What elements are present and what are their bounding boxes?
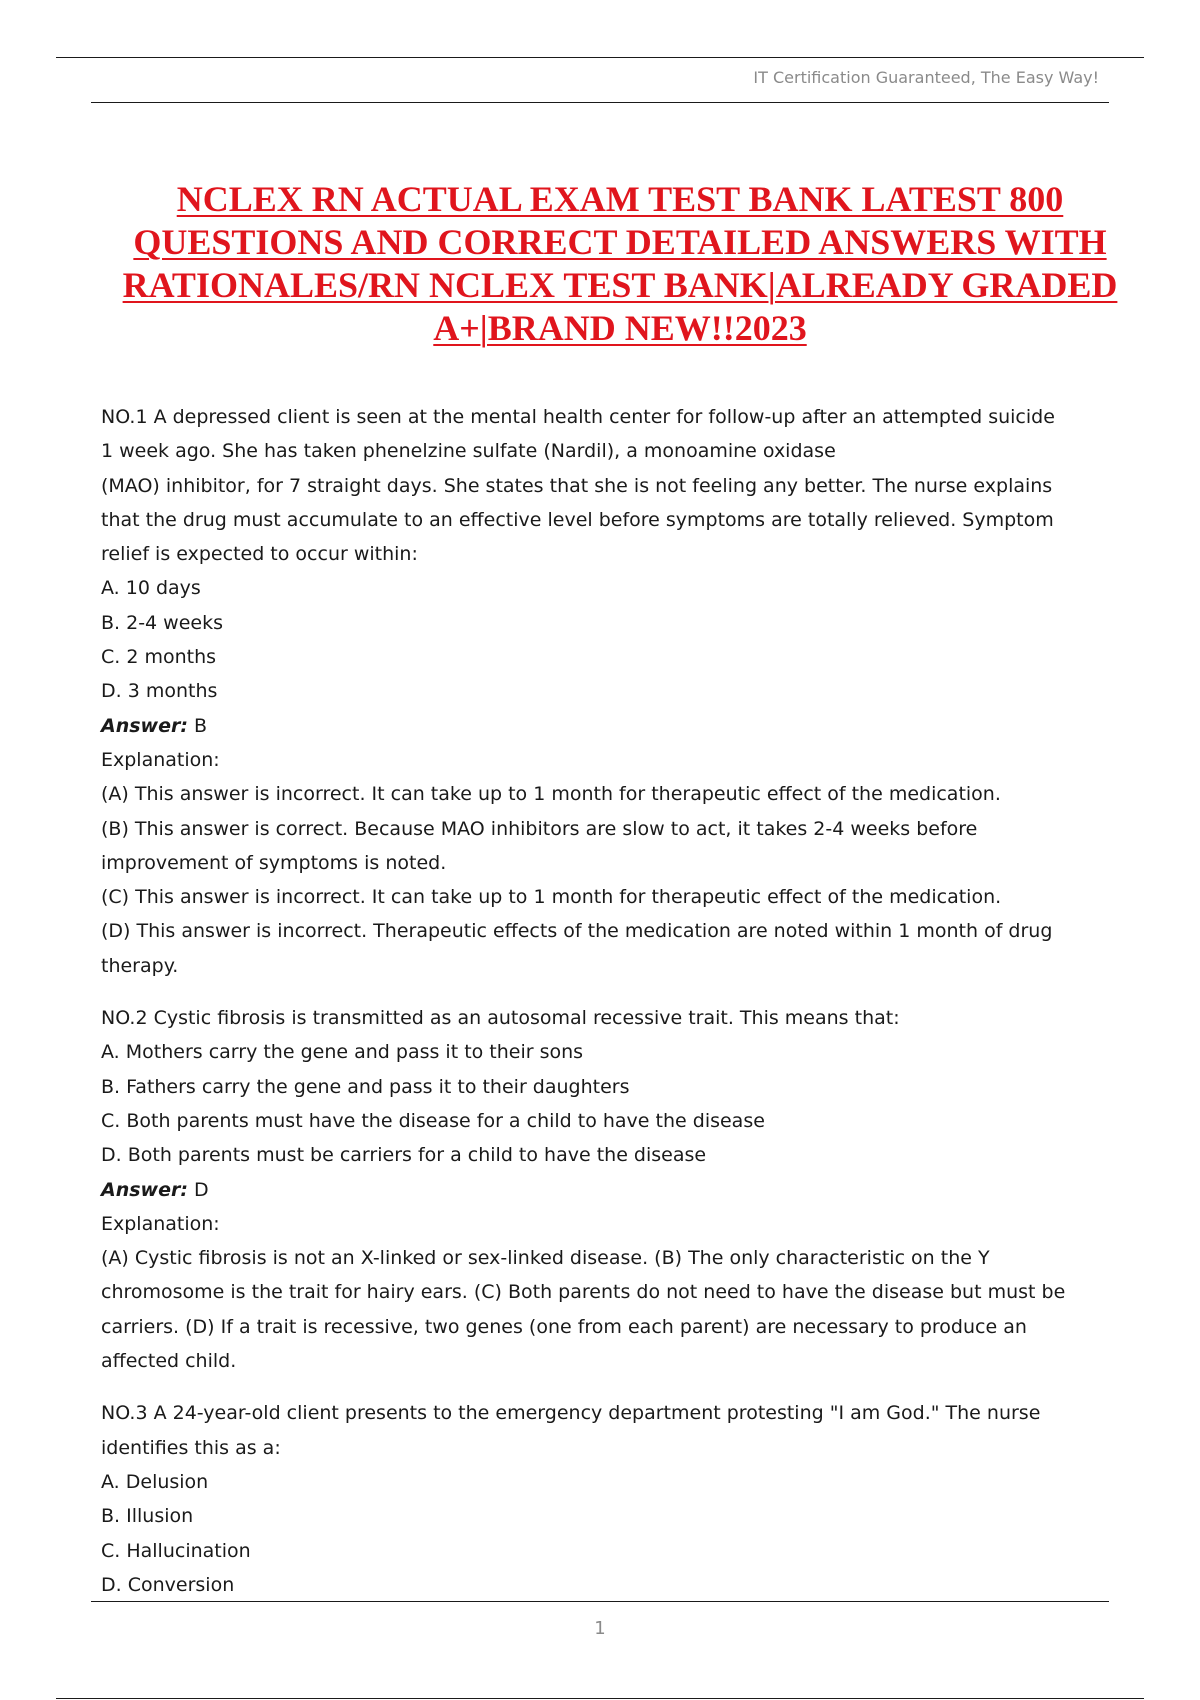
explanation-line: affected child.: [101, 1350, 237, 1373]
option-a: A. Mothers carry the gene and pass it to their sons: [101, 1041, 584, 1064]
explanation-line: (D) This answer is incorrect. Therapeutic effects of the medication are noted within 1 month of drug: [101, 920, 1053, 943]
explanation-line: (B) This answer is correct. Because MAO inhibitors are slow to act, it takes 2-4 weeks before: [101, 817, 978, 840]
explanation-line: carriers. (D) If a trait is recessive, two genes (one from each parent) are necessary to produce an: [101, 1315, 1027, 1338]
option-a: A. 10 days: [101, 577, 201, 600]
footer-inner-rule: [91, 1601, 1109, 1602]
question-stem-line: that the drug must accumulate to an effective level before symptoms are totally relieved. Symptom: [101, 508, 1054, 531]
question-stem-line: (MAO) inhibitor, for 7 straight days. She states that she is not feeling any better. The nurse explains: [101, 474, 1053, 497]
question-stem-line: identifies this as a:: [101, 1436, 281, 1459]
header-outer-rule: [56, 57, 1144, 58]
option-a: A. Delusion: [101, 1470, 209, 1493]
question-1: [101, 400, 1101, 983]
page-number: 1: [594, 1618, 606, 1639]
header-inner-rule: [91, 102, 1109, 103]
footer-outer-rule: [56, 1698, 1144, 1699]
option-b: B. 2-4 weeks: [101, 611, 224, 634]
title-line: NCLEX RN ACTUAL EXAM TEST BANK LATEST 800: [176, 179, 1064, 219]
option-d: D. 3 months: [101, 680, 218, 703]
answer-value: B: [187, 714, 208, 737]
answer-value: D: [187, 1178, 209, 1201]
answer-label: Answer:: [101, 1178, 188, 1201]
option-c: C. Hallucination: [101, 1539, 251, 1562]
explanation-line: chromosome is the trait for hairy ears. (C) Both parents do not need to have the disease but must be: [101, 1281, 1066, 1304]
explanation-line: (A) This answer is incorrect. It can take up to 1 month for therapeutic effect of the medication.: [101, 783, 1001, 806]
title-line: RATIONALES/RN NCLEX TEST BANK|ALREADY GRADED: [122, 265, 1118, 305]
question-stem-line: NO.3 A 24-year-old client presents to the emergency department protesting "I am God." The nurse: [101, 1402, 1041, 1425]
answer-line: [101, 709, 1101, 743]
option-b: B. Fathers carry the gene and pass it to their daughters: [101, 1075, 630, 1098]
explanation-line: (C) This answer is incorrect. It can take up to 1 month for therapeutic effect of the medication.: [101, 886, 1002, 909]
header-tagline: IT Certification Guaranteed, The Easy Way!: [753, 68, 1099, 87]
answer-label: Answer:: [101, 714, 188, 737]
explanation-line: improvement of symptoms is noted.: [101, 851, 447, 874]
answer-line: [101, 1173, 1101, 1207]
question-2: [101, 1001, 1101, 1378]
question-stem-line: 1 week ago. She has taken phenelzine sulfate (Nardil), a monoamine oxidase: [101, 440, 836, 463]
title-line: A+|BRAND NEW!!2023: [433, 308, 807, 348]
question-stem-line: relief is expected to occur within:: [101, 543, 418, 566]
question-3: [101, 1396, 1101, 1602]
question-stem-line: NO.2 Cystic fibrosis is transmitted as an autosomal recessive trait. This means that:: [101, 1007, 900, 1030]
option-c: C. 2 months: [101, 646, 217, 669]
question-list: [101, 400, 1101, 1602]
question-stem-line: NO.1 A depressed client is seen at the mental health center for follow-up after an attempted suicide: [101, 406, 1055, 428]
explanation-line: therapy.: [101, 954, 179, 977]
option-c: C. Both parents must have the disease for a child to have the disease: [101, 1109, 765, 1132]
option-d: D. Conversion: [101, 1573, 235, 1596]
option-b: B. Illusion: [101, 1505, 194, 1528]
explanation-line: (A) Cystic fibrosis is not an X-linked or sex-linked disease. (B) The only characteristic on the Y: [101, 1247, 990, 1270]
title-line: QUESTIONS AND CORRECT DETAILED ANSWERS WITH: [133, 222, 1107, 262]
document-title: [91, 178, 1149, 350]
option-d: D. Both parents must be carriers for a child to have the disease: [101, 1144, 707, 1167]
explanation-label: Explanation:: [101, 1212, 220, 1235]
explanation-label: Explanation:: [101, 748, 220, 771]
